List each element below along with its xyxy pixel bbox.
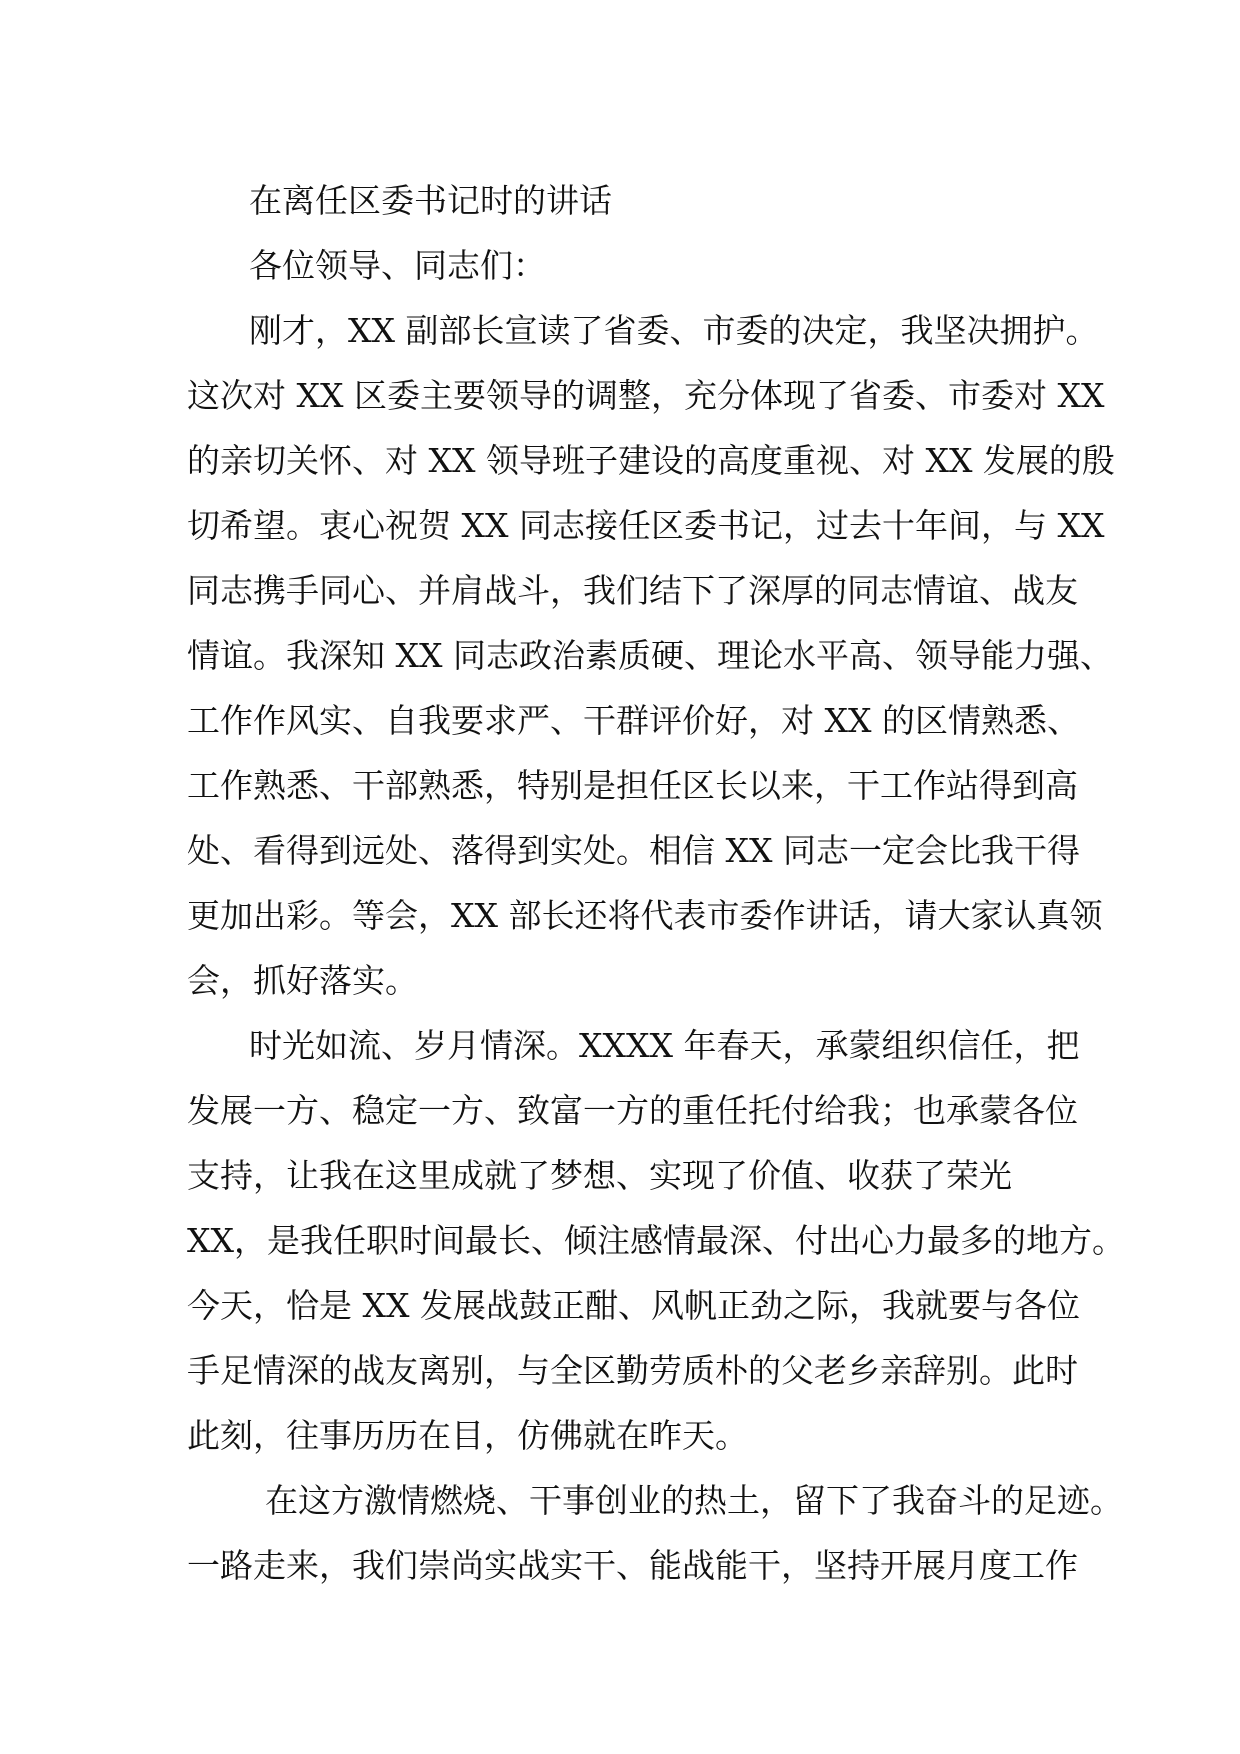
paragraph-line: 刚才，XX 副部长宣读了省委、市委的决定，我坚决拥护。 — [249, 311, 1099, 350]
document-title: 在离任区委书记时的讲话 — [249, 181, 612, 220]
paragraph-line: 此刻，往事历历在目，仿佛就在昨天。 — [187, 1416, 748, 1455]
paragraph-2 — [187, 1013, 1125, 1468]
paragraph-line: 工作熟悉、干部熟悉，特别是担任区长以来，干工作站得到高 — [187, 766, 1078, 805]
paragraph-line: 会，抓好落实。 — [187, 961, 418, 1000]
paragraph-line: 更加出彩。等会，XX 部长还将代表市委作讲话，请大家认真领 — [187, 896, 1103, 935]
paragraph-line: XX，是我任职时间最长、倾注感情最深、付出心力最多的地方。 — [187, 1221, 1125, 1260]
paragraph-line: 切希望。衷心祝贺 XX 同志接任区委书记，过去十年间，与 XX — [187, 506, 1105, 545]
paragraph-line: 一路走来，我们崇尚实战实干、能战能干，坚持开展月度工作 — [187, 1546, 1078, 1585]
paragraph-line: 的亲切关怀、对 XX 领导班子建设的高度重视、对 XX 发展的殷 — [187, 441, 1115, 480]
paragraph-line: 这次对 XX 区委主要领导的调整，充分体现了省委、市委对 XX — [187, 376, 1105, 415]
paragraph-line: 支持，让我在这里成就了梦想、实现了价值、收获了荣光 — [187, 1156, 1012, 1195]
paragraph-line: 同志携手同心、并肩战斗，我们结下了深厚的同志情谊、战友 — [187, 571, 1078, 610]
paragraph-1 — [187, 298, 1115, 1013]
paragraph-line: 手足情深的战友离别，与全区勤劳质朴的父老乡亲辞别。此时 — [187, 1351, 1078, 1390]
salutation: 各位领导、同志们： — [249, 246, 546, 285]
paragraph-line: 发展一方、稳定一方、致富一方的重任托付给我；也承蒙各位 — [187, 1091, 1078, 1130]
paragraph-line: 情谊。我深知 XX 同志政治素质硬、理论水平高、领导能力强、 — [187, 636, 1113, 675]
paragraph-line: 今天，恰是 XX 发展战鼓正酣、风帆正劲之际，我就要与各位 — [187, 1286, 1080, 1325]
paragraph-line: 时光如流、岁月情深。XXXX 年春天，承蒙组织信任，把 — [249, 1026, 1080, 1065]
document-body — [187, 168, 1125, 1598]
paragraph-line: 处、看得到远处、落得到实处。相信 XX 同志一定会比我干得 — [187, 831, 1080, 870]
paragraph-line: 在这方激情燃烧、干事创业的热土，留下了我奋斗的足迹。 — [265, 1481, 1123, 1520]
paragraph-3 — [187, 1468, 1123, 1598]
paragraph-line: 工作作风实、自我要求严、干群评价好，对 XX 的区情熟悉、 — [187, 701, 1080, 740]
